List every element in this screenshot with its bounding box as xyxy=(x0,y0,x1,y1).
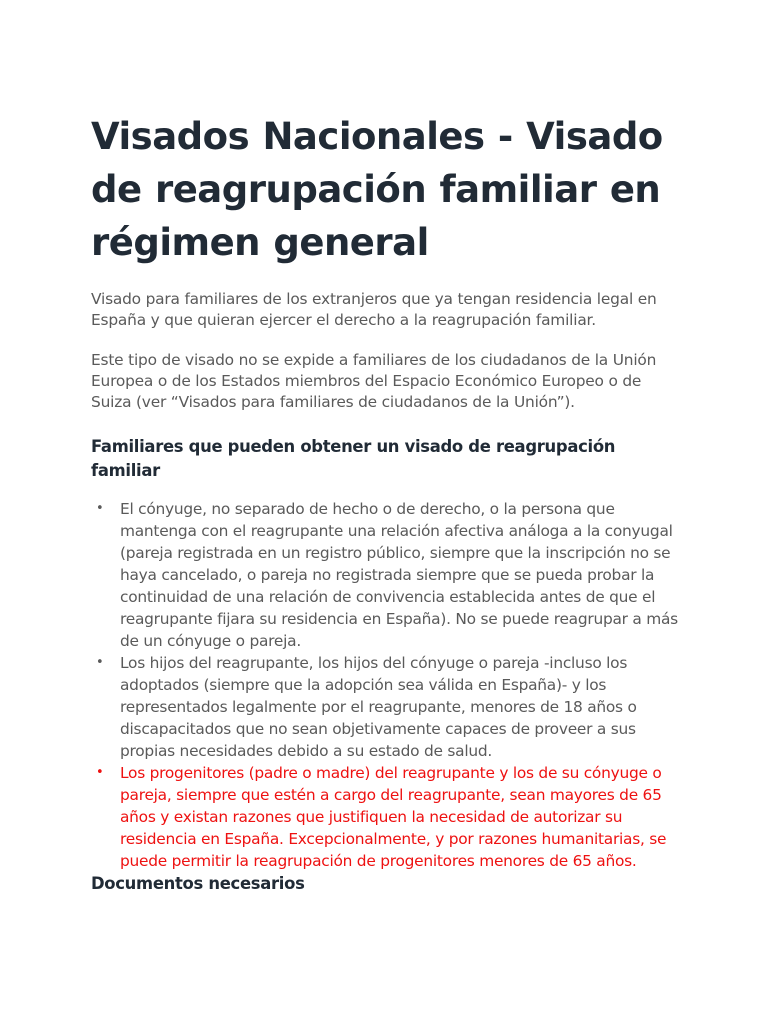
eu-exclusion-paragraph: Este tipo de visado no se expide a familiares de los ciudadanos de la Unión Europea o de los Estados miembros del Espacio Económico Europeo o de Suiza (ver “Visados para familiares de ciudadanos de la Unión”). xyxy=(91,351,657,411)
bullet-icon: • xyxy=(96,501,104,516)
list-item-children xyxy=(91,652,681,762)
document-page xyxy=(91,110,681,896)
bullet-icon: • xyxy=(96,655,104,670)
section-heading-required-documents: Documentos necesarios xyxy=(91,874,305,893)
intro-paragraph: Visado para familiares de los extranjeros que ya tengan residencia legal en España y que quieran ejercer el derecho a la reagrupación familiar. xyxy=(91,290,657,329)
section-heading-eligible-relatives: Familiares que pueden obtener un visado de reagrupación familiar xyxy=(91,437,616,480)
page-title: Visados Nacionales - Visado de reagrupación familiar en régimen general xyxy=(91,115,663,264)
list-item-text: Los progenitores (padre o madre) del reagrupante y los de su cónyuge o pareja, siempre que estén a cargo del reagrupante, sean mayores de 65 años y existan razones que justifiquen la necesidad de autorizar su residencia en España. Excepcionalmente, y por razones humanitarias, se puede permitir la reagrupación de progenitores menores de 65 años. xyxy=(120,764,667,870)
bullet-icon: • xyxy=(96,765,104,780)
list-item-parents xyxy=(91,762,681,872)
list-item-spouse xyxy=(91,498,681,652)
list-item-text: El cónyuge, no separado de hecho o de derecho, o la persona que mantenga con el reagrupante una relación afectiva análoga a la conyugal (pareja registrada en un registro público, siempre que la inscripción no se haya cancelado, o pareja no registrada siempre que se pueda probar la continuidad de una relación de convivencia establecida antes de que el reagrupante fijara su residencia en España). No se puede reagrupar a más de un cónyuge o pareja. xyxy=(120,500,678,650)
list-item-text: Los hijos del reagrupante, los hijos del cónyuge o pareja -incluso los adoptados (siempre que la adopción sea válida en España)- y los representados legalmente por el reagrupante, menores de 18 años o discapacitados que no sean objetivamente capaces de proveer a sus propias necesidades debido a su estado de salud. xyxy=(120,654,637,760)
eligible-relatives-list xyxy=(91,498,681,872)
